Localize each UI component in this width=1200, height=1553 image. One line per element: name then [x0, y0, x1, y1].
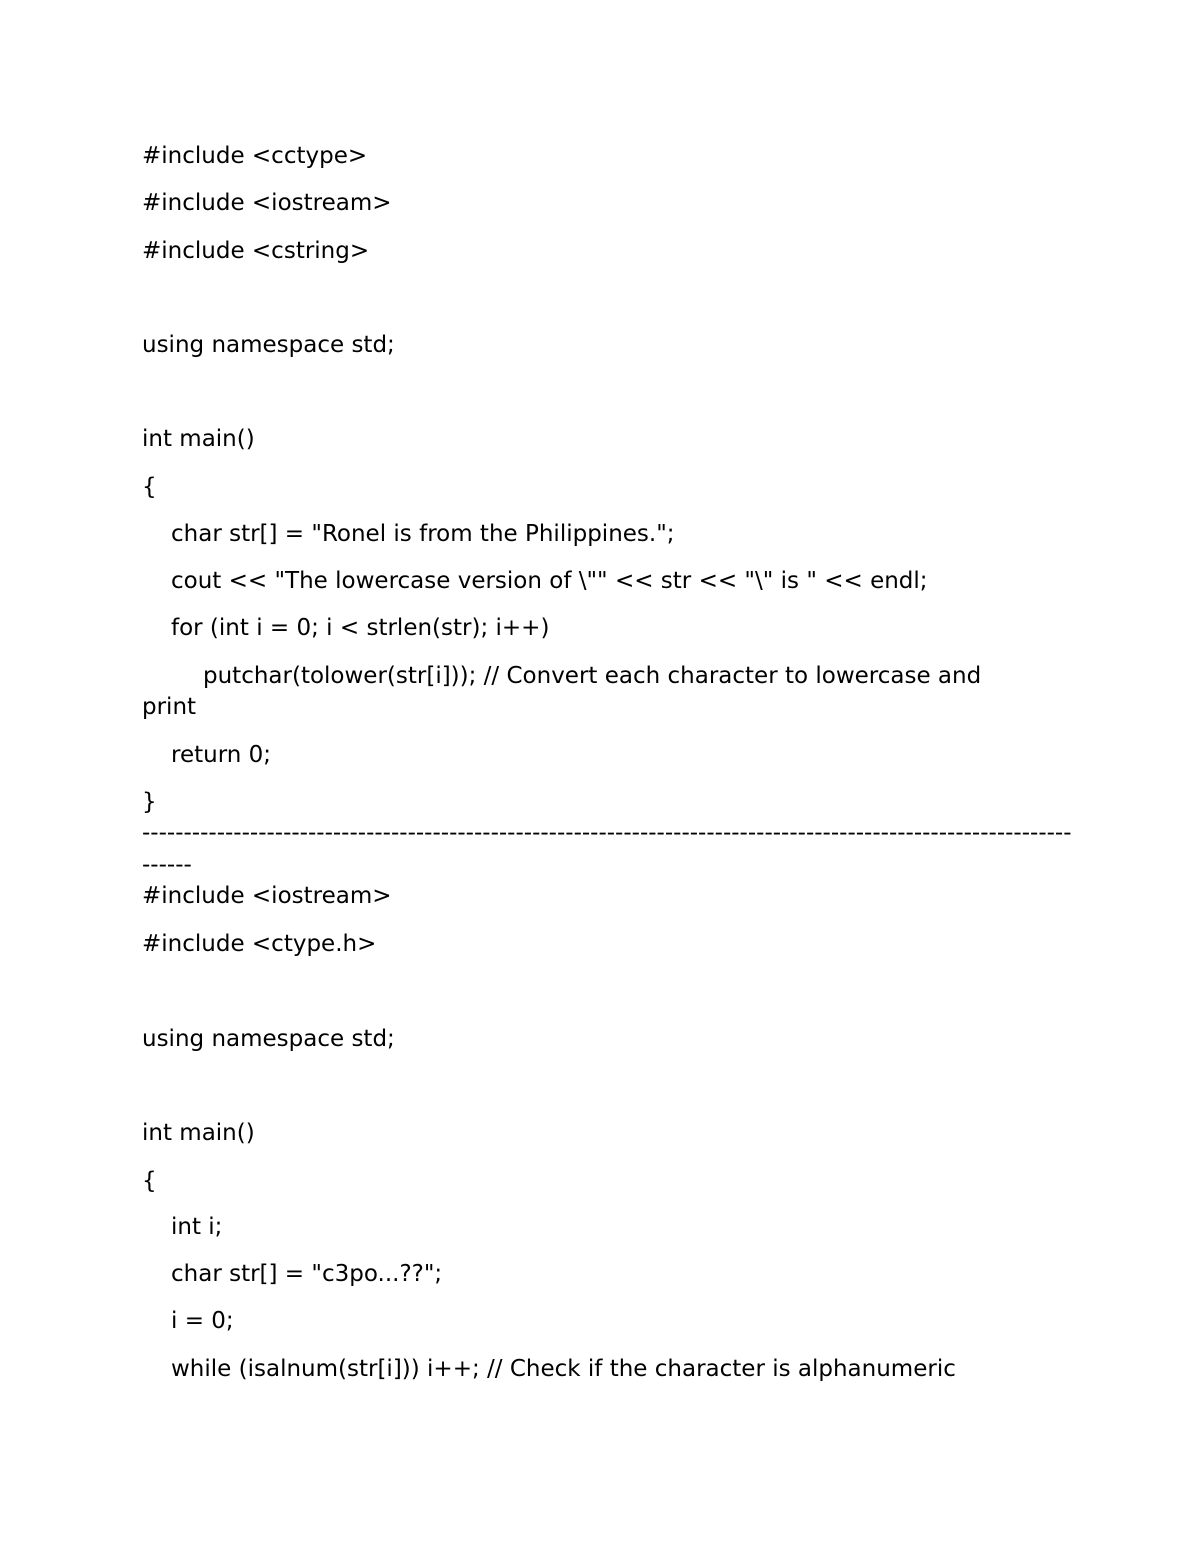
code-line: #include <iostream> — [142, 190, 392, 216]
code-line: #include <iostream> — [142, 883, 392, 909]
code-line: #include <ctype.h> — [142, 931, 377, 957]
code-line: cout << "The lowercase version of \"" << str << "\" is " << endl; — [171, 568, 928, 594]
code-line: int main() — [142, 1120, 255, 1146]
code-line: putchar(tolower(str[i])); // Convert each character to lowercase and — [203, 663, 982, 689]
code-line: i = 0; — [171, 1308, 234, 1334]
code-line: char str[] = "Ronel is from the Philippines."; — [171, 521, 675, 547]
code-line: { — [142, 1168, 157, 1194]
code-line: print — [142, 694, 197, 720]
code-line: int i; — [171, 1214, 223, 1240]
separator-line: ---------------------------------------------------------------------------------------------------------------- — [142, 820, 1072, 846]
code-line: #include <cctype> — [142, 143, 368, 169]
separator-line: ------ — [142, 852, 192, 878]
code-line: using namespace std; — [142, 1026, 395, 1052]
code-line: while (isalnum(str[i])) i++; // Check if the character is alphanumeric — [171, 1356, 956, 1382]
code-line: } — [142, 789, 157, 815]
code-line: char str[] = "c3po...??"; — [171, 1261, 443, 1287]
code-line: int main() — [142, 426, 255, 452]
code-line: return 0; — [171, 742, 272, 768]
code-line: { — [142, 474, 157, 500]
code-line: #include <cstring> — [142, 238, 370, 264]
code-line: using namespace std; — [142, 332, 395, 358]
code-line: for (int i = 0; i < strlen(str); i++) — [171, 615, 550, 641]
